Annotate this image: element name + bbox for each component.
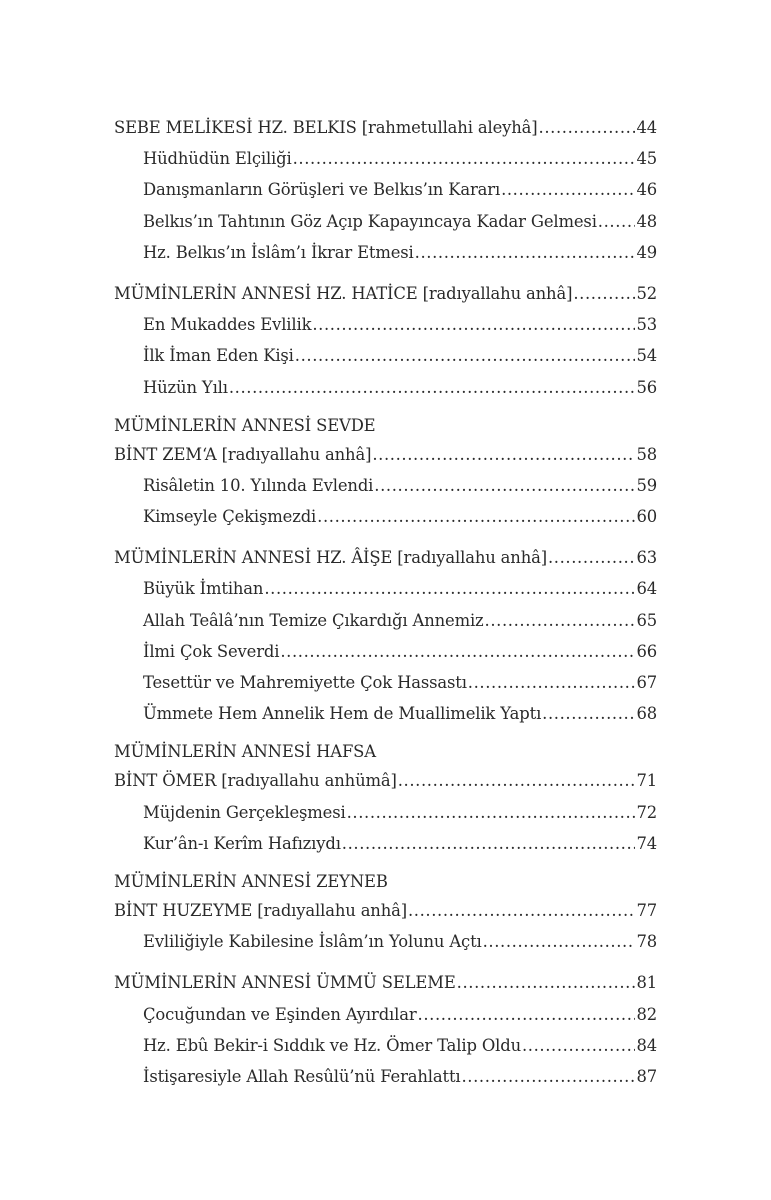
page-number: 64 xyxy=(636,579,657,599)
table-of-contents xyxy=(114,112,657,1102)
page-number: 46 xyxy=(636,180,657,200)
page-number: 77 xyxy=(636,900,657,920)
toc-subentry[interactable] xyxy=(114,605,657,636)
page-number: 58 xyxy=(636,444,657,464)
toc-chapter-entry[interactable] xyxy=(114,967,657,998)
page-number: 78 xyxy=(636,932,657,952)
entry-title: Kimseyle Çekişmezdi xyxy=(143,507,317,527)
entry-title: MÜMİNLERİN ANNESİ ÜMMÜ SELEME xyxy=(114,973,456,993)
dot-leader xyxy=(312,309,635,340)
page-number: 59 xyxy=(636,475,657,495)
dot-leader xyxy=(461,1061,635,1092)
page-number: 87 xyxy=(636,1066,657,1086)
toc-section xyxy=(114,542,657,729)
toc-section xyxy=(114,278,657,403)
dot-leader xyxy=(548,542,635,573)
toc-subentry[interactable] xyxy=(114,698,657,729)
page-number: 49 xyxy=(636,242,657,262)
entry-title: BİNT ZEM‘A [radıyallahu anhâ] xyxy=(114,444,372,464)
toc-subentry[interactable] xyxy=(114,237,657,268)
toc-chapter-entry[interactable] xyxy=(114,765,657,796)
toc-subentry[interactable] xyxy=(114,470,657,501)
toc-chapter-entry[interactable] xyxy=(114,542,657,573)
dot-leader xyxy=(485,605,636,636)
toc-subentry[interactable] xyxy=(114,828,657,859)
entry-title: İlmi Çok Severdi xyxy=(143,641,280,661)
dot-leader xyxy=(293,143,636,174)
dot-leader xyxy=(598,206,636,237)
page-number: 45 xyxy=(636,149,657,169)
toc-subentry[interactable] xyxy=(114,206,657,237)
toc-subentry[interactable] xyxy=(114,926,657,957)
section-title-first-line: MÜMİNLERİN ANNESİ HAFSA xyxy=(114,742,376,762)
page-number: 52 xyxy=(636,283,657,303)
page-number: 71 xyxy=(636,771,657,791)
toc-section xyxy=(114,967,657,1092)
dot-leader xyxy=(347,797,636,828)
toc-chapter-entry[interactable] xyxy=(114,112,657,143)
section-title-first-line: MÜMİNLERİN ANNESİ ZEYNEB xyxy=(114,871,388,891)
toc-subentry[interactable] xyxy=(114,309,657,340)
page-number: 48 xyxy=(636,211,657,231)
dot-leader xyxy=(542,698,635,729)
page-number: 68 xyxy=(636,704,657,724)
entry-title: SEBE MELİKESİ HZ. BELKIS [rahmetullahi aleyhâ] xyxy=(114,118,538,137)
page-number: 84 xyxy=(636,1035,657,1055)
toc-chapter-entry[interactable] xyxy=(114,895,657,926)
entry-title: Hz. Belkıs’ın İslâm’ı İkrar Etmesi xyxy=(143,242,414,262)
page-number: 44 xyxy=(636,118,657,137)
dot-leader xyxy=(457,967,636,998)
entry-title: Kur’ân-ı Kerîm Hafızıydı xyxy=(143,833,341,853)
toc-subentry[interactable] xyxy=(114,573,657,604)
dot-leader xyxy=(317,501,635,532)
dot-leader xyxy=(468,667,636,698)
toc-subentry[interactable] xyxy=(114,667,657,698)
dot-leader xyxy=(295,340,636,371)
dot-leader xyxy=(374,470,635,501)
page-number: 56 xyxy=(636,377,657,397)
entry-title: Danışmanların Görüşleri ve Belkıs’ın Kararı xyxy=(143,180,501,200)
toc-subentry[interactable] xyxy=(114,372,657,403)
dot-leader xyxy=(280,636,635,667)
entry-title: Belkıs’ın Tahtının Göz Açıp Kapayıncaya Kadar Gelmesi xyxy=(143,211,597,231)
toc-subentry[interactable] xyxy=(114,1030,657,1061)
toc-subentry[interactable] xyxy=(114,340,657,371)
entry-title: İstişaresiyle Allah Resûlü’nü Ferahlattı xyxy=(143,1066,461,1086)
entry-title: Evliliğiyle Kabilesine İslâm’ın Yolunu Açtı xyxy=(143,932,482,952)
toc-subentry[interactable] xyxy=(114,143,657,174)
dot-leader xyxy=(415,237,636,268)
entry-title: MÜMİNLERİN ANNESİ HZ. ÂİŞE [radıyallahu anhâ] xyxy=(114,548,547,568)
dot-leader xyxy=(264,573,635,604)
page-number: 54 xyxy=(636,346,657,366)
entry-title: Hüzün Yılı xyxy=(143,377,228,397)
section-title-first-line: MÜMİNLERİN ANNESİ SEVDE xyxy=(114,415,376,435)
entry-title: Hz. Ebû Bekir-i Sıddık ve Hz. Ömer Talip Oldu xyxy=(143,1035,521,1055)
entry-title: Ümmete Hem Annelik Hem de Muallimelik Yaptı xyxy=(143,704,542,724)
toc-section xyxy=(114,739,657,859)
dot-leader xyxy=(372,439,635,470)
entry-title: En Mukaddes Evlilik xyxy=(143,315,312,335)
dot-leader xyxy=(342,828,636,859)
dot-leader xyxy=(539,112,636,143)
toc-section xyxy=(114,869,657,957)
toc-section xyxy=(114,112,657,268)
page-number: 81 xyxy=(636,973,657,993)
toc-subentry[interactable] xyxy=(114,501,657,532)
toc-subentry[interactable] xyxy=(114,1061,657,1092)
page-number: 60 xyxy=(636,507,657,527)
entry-title: Hüdhüdün Elçiliği xyxy=(143,149,292,169)
dot-leader xyxy=(398,765,636,796)
entry-title: Müjdenin Gerçekleşmesi xyxy=(143,802,346,822)
page-number: 82 xyxy=(636,1004,657,1024)
dot-leader xyxy=(418,999,636,1030)
dot-leader xyxy=(522,1030,635,1061)
entry-title: Tesettür ve Mahremiyette Çok Hassastı xyxy=(143,673,467,692)
dot-leader xyxy=(408,895,635,926)
page-number: 65 xyxy=(636,610,657,630)
toc-subentry[interactable] xyxy=(114,797,657,828)
entry-title: BİNT HUZEYME [radıyallahu anhâ] xyxy=(114,900,407,920)
page-number: 67 xyxy=(636,673,657,692)
entry-title: Büyük İmtihan xyxy=(143,579,264,599)
toc-chapter-entry[interactable] xyxy=(114,439,657,470)
entry-title: İlk İman Eden Kişi xyxy=(143,346,294,366)
toc-subentry[interactable] xyxy=(114,999,657,1030)
entry-title: MÜMİNLERİN ANNESİ HZ. HATİCE [radıyallahu anhâ] xyxy=(114,283,573,303)
entry-title: BİNT ÖMER [radıyallahu anhümâ] xyxy=(114,771,397,791)
dot-leader xyxy=(229,372,636,403)
page-number: 74 xyxy=(636,833,657,853)
entry-title: Risâletin 10. Yılında Evlendi xyxy=(143,475,374,495)
toc-subentry[interactable] xyxy=(114,174,657,205)
dot-leader xyxy=(573,278,635,309)
page-number: 66 xyxy=(636,641,657,661)
toc-chapter-entry[interactable] xyxy=(114,278,657,309)
entry-title: Çocuğundan ve Eşinden Ayırdılar xyxy=(143,1004,417,1024)
page-number: 72 xyxy=(636,802,657,822)
page-number: 63 xyxy=(636,548,657,568)
dot-leader xyxy=(501,174,635,205)
dot-leader xyxy=(483,926,636,957)
page-number: 53 xyxy=(636,315,657,335)
entry-title: Allah Teâlâ’nın Temize Çıkardığı Annemiz xyxy=(143,610,484,630)
toc-section xyxy=(114,413,657,533)
toc-subentry[interactable] xyxy=(114,636,657,667)
